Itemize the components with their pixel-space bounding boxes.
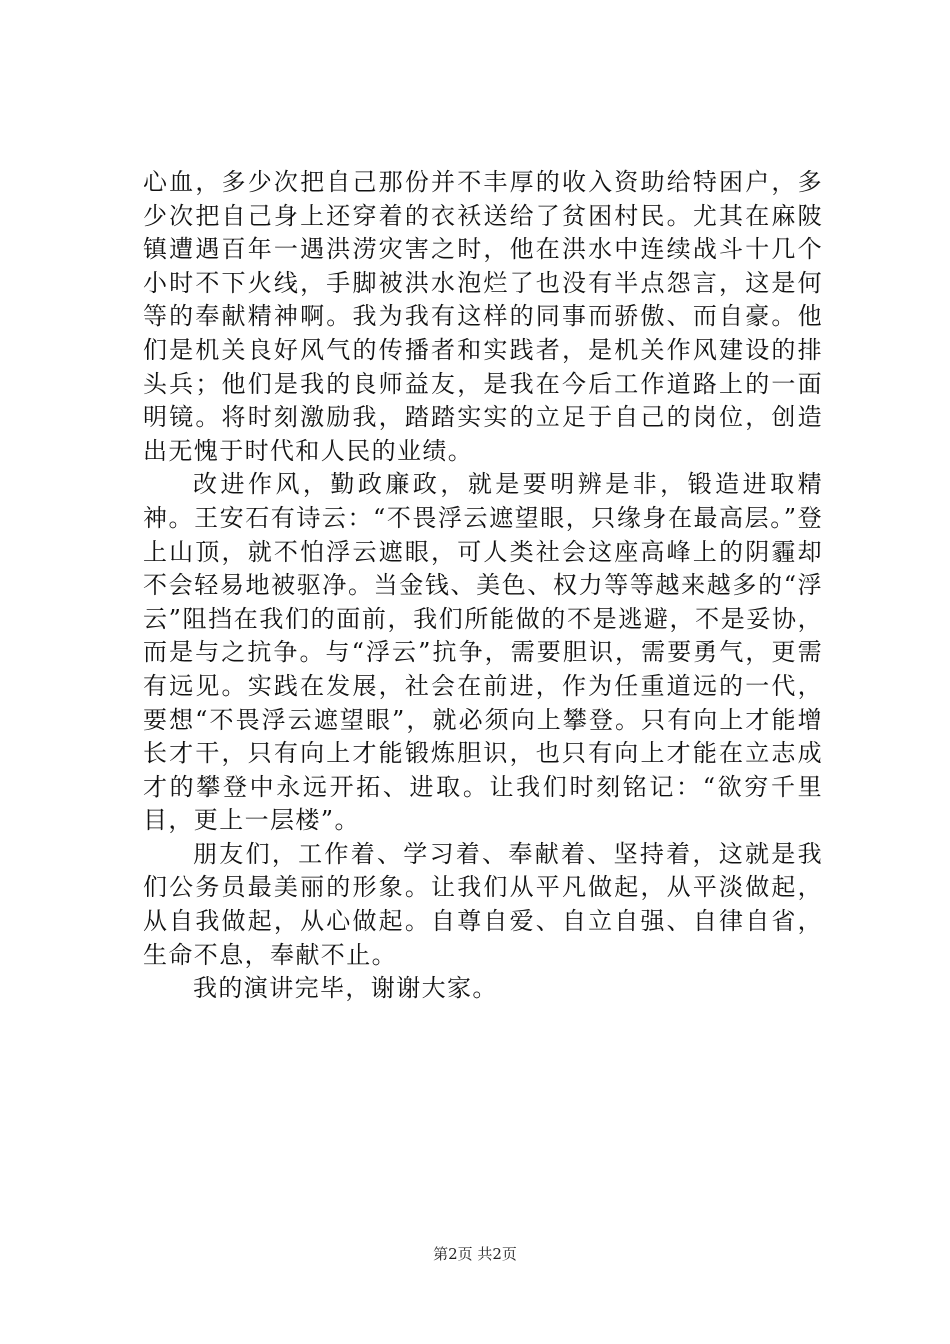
paragraph-closing: 我的演讲完毕，谢谢大家。: [193, 974, 498, 1003]
document-body: [143, 166, 823, 1006]
paragraph-friends: 朋友们，工作着、学习着、奉献着、坚持着，这就是我们公务员最美丽的形象。让我们从平凡做起，从平淡做起，从自我做起，从心做起。自尊自爱、自立自强、自律自省，生命不息，奉献不止。: [143, 839, 823, 969]
page-number-footer: 第2页 共2页: [433, 1245, 517, 1263]
paragraph-work-style: 改进作风，勤政廉政，就是要明辨是非，锻造进取精神。王安石有诗云：“不畏浮云遮望眼，只缘身在最高层。”登上山顶，就不怕浮云遮眼，可人类社会这座高峰上的阴霾却不会轻易地被驱净。当金钱、美色、权力等等越来越多的“浮云”阻挡在我们的面前，我们所能做的不是逃避，不是妥协，而是与之抗争。与“浮云”抗争，需要胆识，需要勇气，更需有远见。实践在发展，社会在前进，作为任重道远的一代，要想“不畏浮云遮望眼”，就必须向上攀登。只有向上才能增长才干，只有向上才能锻炼胆识，也只有向上才能在立志成才的攀登中永远开拓、进取。让我们时刻铭记：“欲穷千里目，更上一层楼”。: [143, 470, 823, 835]
paragraph-continuation: 心血，多少次把自己那份并不丰厚的收入资助给特困户，多少次把自己身上还穿着的衣袄送给了贫困村民。尤其在麻陂镇遭遇百年一遇洪涝灾害之时，他在洪水中连续战斗十几个小时不下火线，手脚被洪水泡烂了也没有半点怨言，这是何等的奉献精神啊。我为我有这样的同事而骄傲、而自豪。他们是机关良好风气的传播者和实践者，是机关作风建设的排头兵；他们是我的良师益友，是我在今后工作道路上的一面明镜。将时刻激励我，踏踏实实的立足于自己的岗位，创造出无愧于时代和人民的业绩。: [143, 168, 823, 465]
